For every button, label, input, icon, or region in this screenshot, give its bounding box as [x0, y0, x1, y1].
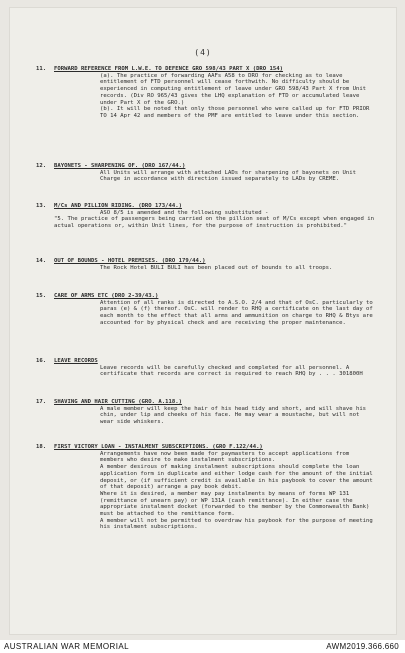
- archive-reference: AWM2019.366.660: [326, 642, 399, 651]
- archive-name: AUSTRALIAN WAR MEMORIAL: [4, 642, 129, 651]
- item-heading: FIRST VICTORY LOAN - INSTALMENT SUBSCRIPTIONS. (GRO F.122/44.): [54, 444, 263, 450]
- item-heading: CARE OF ARMS ETC (DRO 2-39/43.): [54, 293, 159, 299]
- item-paragraph: Where it is desired, a member may pay instalments by means of forms WP 131 (remittance of unearn pay) or WP 131A (cash remittance). In either case the appropriate instalment docket (forwarded to the member by the Commonwealth Bank) must be attached to the remittance form.: [100, 490, 373, 518]
- item-heading: SHAVING AND HAIR CUTTING (GRO. A.118.): [54, 399, 182, 405]
- item-number: 14.: [36, 258, 47, 264]
- page-number: (4): [194, 48, 212, 57]
- item-number: 13.: [36, 203, 47, 209]
- item-heading: LEAVE RECORDS: [54, 358, 98, 364]
- item-paragraph: (b). It will be noted that only those personnel who were called up for FTD PRIOR TO 14 Apr 42 and members of the PMF are entitled to leave under this section.: [100, 106, 373, 119]
- item-number: 16.: [36, 358, 47, 364]
- item-number: 18.: [36, 444, 47, 450]
- item-paragraph: (a). The practice of forwarding AAFs A58 to DRO for checking as to leave entitlement of FTD personnel will cease forthwith. No difficulty should be experienced in computing entitlement of leave under GRO 598/43 Part X from Unit records. (Div RO 965/43 gives the LHQ explanation of FTD or accumulated leave under Part X of the GRO.): [100, 72, 370, 106]
- item-paragraph: Arrangements have now been made for paymasters to accept applications from members who desire to make instalment subscriptions.: [100, 450, 353, 464]
- item-heading: BAYONETS - SHARPENING OF. (DRO 167/44.): [54, 163, 186, 169]
- item-paragraph: Leave records will be carefully checked and completed for all personnel. A certificate that records are correct is required to reach RHQ by . . . 301800H: [100, 364, 363, 378]
- item-paragraph: A male member will keep the hair of his head tidy and short, and will shave his chin, under lip and cheeks of his face. He may wear a moustache, but will not wear side whiskers.: [100, 405, 370, 426]
- item-paragraph: ASO 8/5 is amended and the following substituted -: [100, 209, 269, 216]
- item-number: 15.: [36, 293, 47, 299]
- item-number: 17.: [36, 399, 47, 405]
- archive-footer: [0, 640, 405, 653]
- item-paragraph: All Units will arrange with attached LADs for sharpening of bayonets on Unit Charge in accordance with direction issued separately to LADs by CREME.: [100, 169, 360, 183]
- item-heading: OUT OF BOUNDS - HOTEL PREMISES. (DRO 179/44.): [54, 258, 206, 264]
- item-heading: FORWARD REFERENCE FROM L.W.E. TO DEFENCE GRO 598/43 PART X (DRO 154): [54, 66, 284, 72]
- item-paragraph: The Rock Hotel BULI BULI has been placed out of bounds to all troops.: [100, 264, 333, 271]
- item-number: 12.: [36, 163, 47, 169]
- item-heading: M/Cs AND PILLION RIDING. (DRO 173/44.): [54, 203, 182, 209]
- document-page: [10, 8, 396, 634]
- item-paragraph: A member desirous of making instalment subscriptions should complete the loan application form in duplicate and either lodge cash for the amount of the initial deposit, or (if sufficient credit is available in his paybook to cover the amount of that deposit) arrange a pay book debit.: [100, 464, 377, 491]
- item-number: 11.: [36, 66, 47, 72]
- item-paragraph: A member will not be permitted to overdraw his paybook for the purpose of meeting his instalment subscriptions.: [100, 517, 377, 531]
- item-paragraph: "5. The practice of passengers being carried on the pillion seat of M/Cs except when engaged in actual operations or, within Unit lines, for the purpose of instruction is prohibited.": [54, 216, 378, 230]
- item-paragraph: Attention of all ranks is directed to A.S.O. 2/4 and that of OsC. particularly to paras (e) & (f) thereof. OsC. will render to RHQ a certificate on the last day of each month to the effect that all arms and ammunition on charge to RHQ & Btys are accounted for by physical check and are receiving the proper maintenance.: [100, 299, 377, 326]
